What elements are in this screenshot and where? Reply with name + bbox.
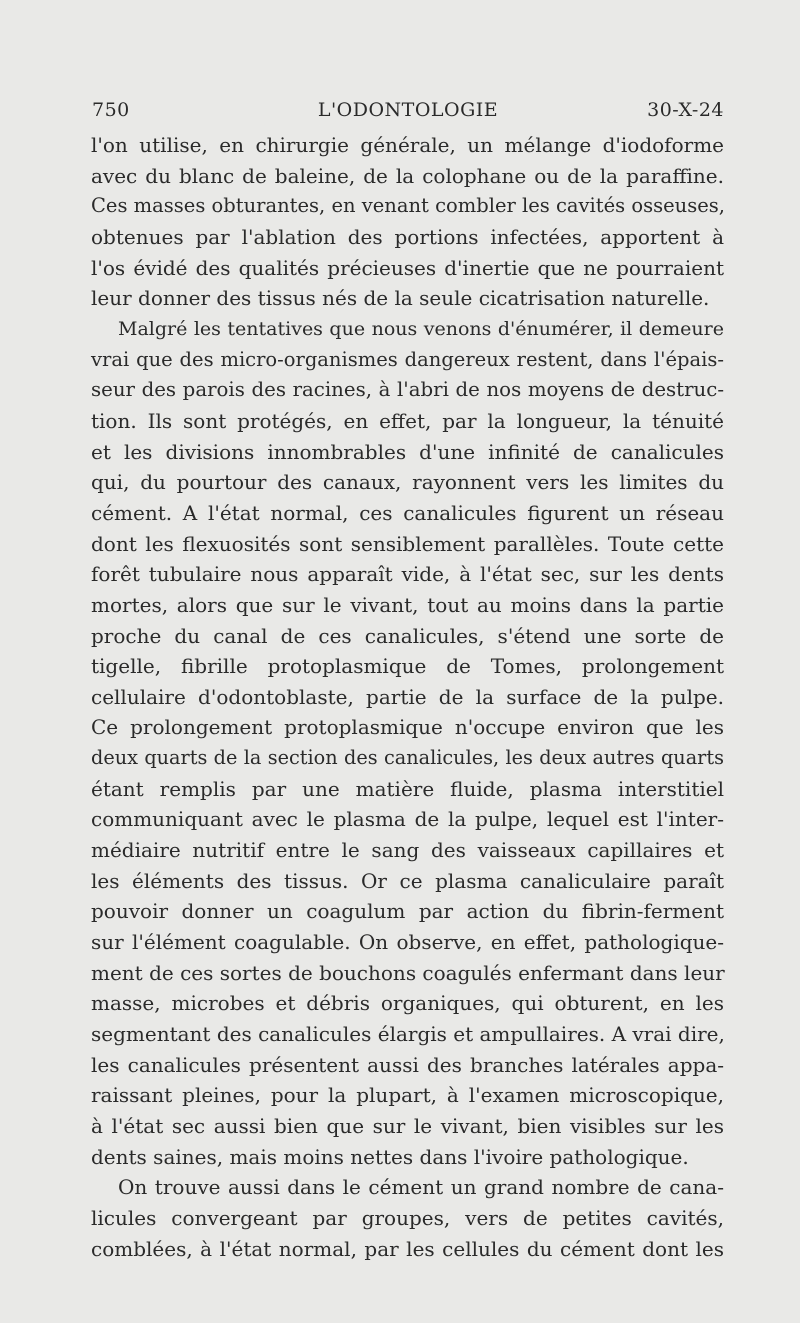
text-line: seur des parois des racines, à l'abri de nos moyens de destruc- [91,378,724,402]
text-line: leur donner des tissus nés de la seule cicatrisation naturelle. [91,286,710,311]
text-line: comblées, à l'état normal, par les cellules du cément dont les [91,1236,724,1261]
text-line: Ce prolongement protoplasmique n'occupe environ que les [91,715,724,740]
text-line: tion. Ils sont protégés, en effet, par la longueur, la ténuité [91,408,724,433]
text-line: l'os évidé des qualités précieuses d'inertie que ne pourraient [91,255,724,280]
text-line: et les divisions innombrables d'une infinité de canalicules [91,439,724,464]
text-line: masse, microbes et débris organiques, qui obturent, en les [91,991,724,1016]
text-line: mortes, alors que sur le vivant, tout au moins dans la partie [91,592,724,617]
text-line: sur l'élément coagulable. On observe, en effet, pathologique- [91,930,724,955]
text-line: médiaire nutritif entre le sang des vaisseaux capillaires et [91,838,724,863]
text-line: segmentant des canalicules élargis et ampullaires. A vrai dire, [91,1022,725,1047]
page-number: 750 [92,99,130,121]
text-line: proche du canal de ces canalicules, s'étend une sorte de [91,623,724,648]
text-line: à l'état sec aussi bien que sur le vivant, bien visibles sur les [91,1114,724,1138]
text-line: Ces masses obturantes, en venant combler les cavités osseuses, [91,194,725,218]
text-line: deux quarts de la section des canalicules, les deux autres quarts [91,746,724,770]
text-line: forêt tubulaire nous apparaît vide, à l'état sec, sur les dents [91,562,724,587]
text-line: avec du blanc de baleine, de la colophane ou de la paraffine. [91,163,724,188]
text-line: cellulaire d'odontoblaste, partie de la surface de la pulpe. [91,684,724,709]
text-line: l'on utilise, en chirurgie générale, un mélange d'iodoforme [91,133,724,157]
text-line: licules convergeant par groupes, vers de petites cavités, [91,1205,724,1230]
text-line: dont les flexuosités sont sensiblement parallèles. Toute cette [91,531,724,556]
text-line: étant remplis par une matière fluide, plasma interstitiel [91,776,724,801]
text-line: vrai que des micro-organismes dangereux restent, dans l'épais- [91,347,724,371]
text-line: les éléments des tissus. Or ce plasma canaliculaire paraît [91,868,724,893]
text-line: les canalicules présentent aussi des branches latérales appa- [91,1052,724,1077]
text-line: cément. A l'état normal, ces canalicules figurent un réseau [91,500,724,525]
text-line: communiquant avec le plasma de la pulpe, lequel est l'inter- [91,807,724,832]
body-text [91,130,724,1264]
text-line: Malgré les tentatives que nous venons d'énumérer, il demeure [118,317,724,340]
text-line: ment de ces sortes de bouchons coagulés enfermant dans leur [91,960,725,985]
text-line: obtenues par l'ablation des portions infectées, apportent à [91,224,724,249]
text-line: On trouve aussi dans le cément un grand nombre de cana- [118,1175,724,1200]
text-line: tigelle, fibrille protoplasmique de Tomes, prolongement [91,654,724,679]
issue-date: 30-X-24 [647,99,724,121]
running-header [92,99,724,129]
text-line: raissant pleines, pour la plupart, à l'examen microscopique, [91,1083,724,1108]
running-title: L'ODONTOLOGIE [317,99,499,121]
text-line: qui, du pourtour des canaux, rayonnent vers les limites du [91,470,724,495]
text-line: dents saines, mais moins nettes dans l'ivoire pathologique. [91,1144,689,1169]
text-line: pouvoir donner un coagulum par action du fibrin-ferment [91,899,724,924]
